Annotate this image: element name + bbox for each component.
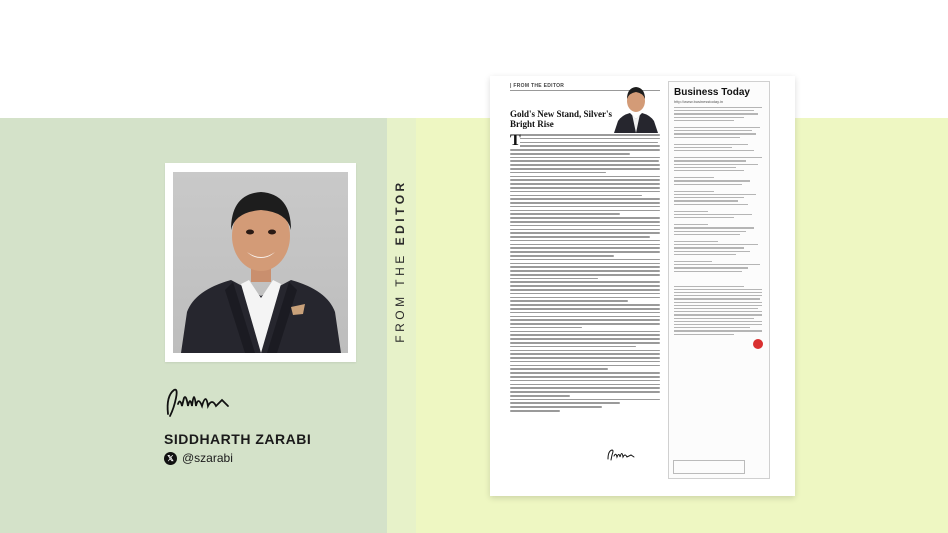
author-name: SIDDHARTH ZARABI xyxy=(164,431,312,447)
editor-thumbnail-photo xyxy=(612,81,660,133)
x-logo-icon: 𝕏 xyxy=(164,452,177,465)
masthead-sidebar xyxy=(668,81,770,479)
masthead-url: http://www.businesstoday.in xyxy=(674,99,724,104)
article-body-text xyxy=(510,134,660,414)
author-portrait-illustration xyxy=(173,172,348,353)
magazine-page xyxy=(490,76,795,496)
article-headline: Gold's New Stand, Silver's Bright Rise xyxy=(510,109,613,129)
twitter-handle[interactable]: @szarabi xyxy=(182,451,233,465)
section-label-light: FROM THE xyxy=(393,245,407,343)
author-photo-frame xyxy=(165,163,356,362)
publisher-logo-icon xyxy=(753,339,763,349)
section-label-vertical xyxy=(393,179,407,342)
author-photo xyxy=(173,172,348,353)
page-kicker: | FROM THE EDITOR xyxy=(510,83,565,89)
author-social-handle[interactable] xyxy=(164,450,233,466)
masthead-credits xyxy=(674,107,764,337)
page-signature xyxy=(606,447,636,463)
subscription-box xyxy=(673,460,745,474)
section-label-bold: EDITOR xyxy=(393,179,407,246)
masthead-title: Business Today xyxy=(674,87,750,98)
article-dropcap: T xyxy=(510,132,521,149)
author-signature xyxy=(164,384,244,424)
